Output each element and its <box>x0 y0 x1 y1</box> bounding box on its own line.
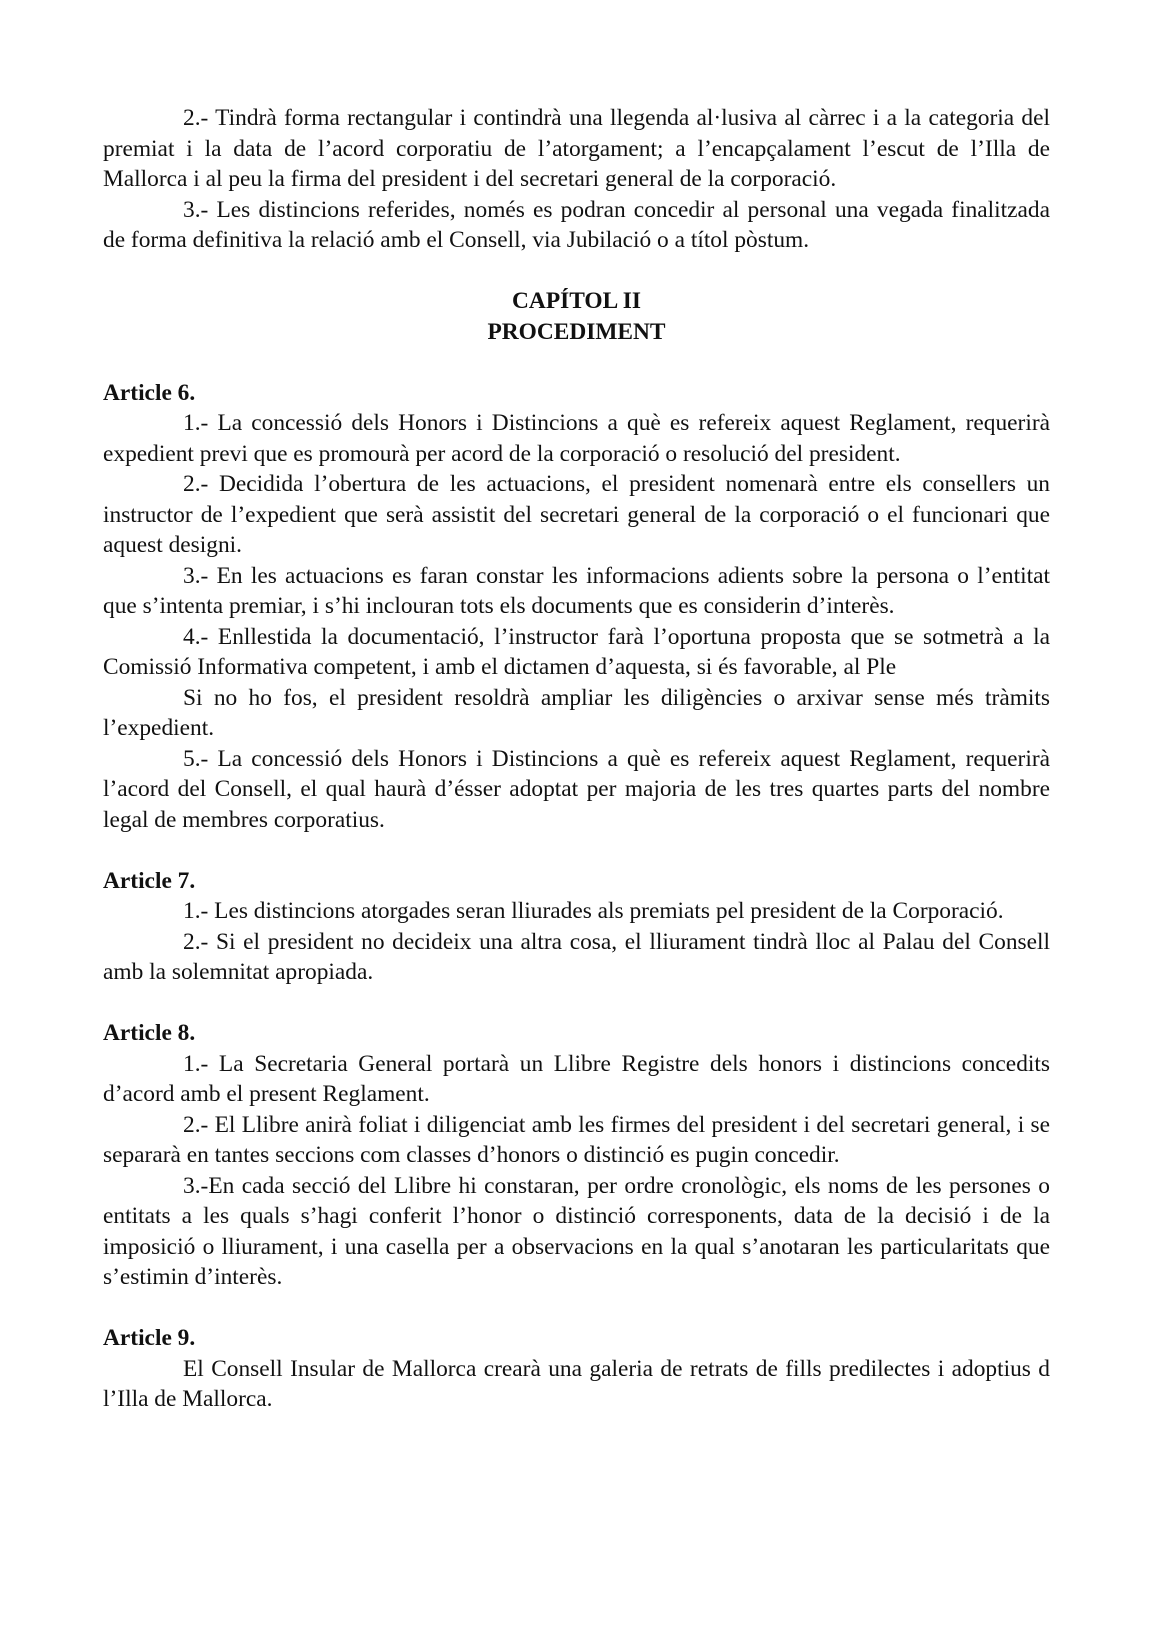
paragraph-intro-3: 3.- Les distincions referides, només es podran concedir al personal una vegada finalitzada de forma definitiva la relació amb el Consell, via Jubilació o a títol pòstum. <box>103 196 1050 253</box>
article-7-paragraph-2: 2.- Si el president no decideix una altra cosa, el lliurament tindrà lloc al Palau del Consell amb la solemnitat apropiada. <box>103 928 1050 985</box>
article-8-paragraph-3: 3.-En cada secció del Llibre hi constaran, per ordre cronològic, els noms de les persones o entitats a les quals s’hagi conferit l’honor o distinció corresponents, data de la decisió i de la imposició o lliurament, i una casella per a observacions en la qual s’anotaran les particularitats que s’estimin d’interès. <box>103 1172 1050 1290</box>
article-9-title: Article 9. <box>103 1325 196 1351</box>
article-6-paragraph-3: 3.- En les actuacions es faran constar les informacions adients sobre la persona o l’entitat que s’intenta premiar, i s’hi inclouran tots els documents que es considerin d’interès. <box>103 562 1050 619</box>
article-7-paragraph-1: 1.- Les distincions atorgades seran lliurades als premiats pel president de la Corporació. <box>183 898 1004 924</box>
article-7-title: Article 7. <box>103 867 196 894</box>
article-8-title: Article 8. <box>103 1020 196 1046</box>
article-8-paragraph-1: 1.- La Secretaria General portarà un Llibre Registre dels honors i distincions concedits d’acord amb el present Reglament. <box>103 1050 1050 1107</box>
chapter-subtitle: PROCEDIMENT <box>487 318 666 345</box>
article-6-paragraph-1: 1.- La concessió dels Honors i Distincions a què es refereix aquest Reglament, requerirà expedient previ que es promourà per acord de la corporació o resolució del president. <box>103 410 1050 467</box>
article-6-paragraph-4b: Si no ho fos, el president resoldrà ampliar les diligències o arxivar sense més tràmits l’expedient. <box>103 684 1050 741</box>
article-6-title: Article 6. <box>103 379 196 406</box>
article-6-paragraph-4: 4.- Enllestida la documentació, l’instructor farà l’oportuna proposta que se sotmetrà a la Comissió Informativa competent, i amb el dictamen d’aquesta, si és favorable, al Ple <box>103 623 1050 680</box>
article-8-paragraph-2: 2.- El Llibre anirà foliat i diligenciat amb les firmes del president i del secretari general, i se separarà en tantes seccions com classes d’honors o distinció es pugin concedir. <box>103 1111 1050 1168</box>
chapter-title: CAPÍTOL II <box>512 288 641 314</box>
article-9-paragraph-1: El Consell Insular de Mallorca crearà una galeria de retrats de fills predilectes i adoptius d l’Illa de Mallorca. <box>103 1355 1050 1412</box>
article-6-paragraph-5: 5.- La concessió dels Honors i Distincions a què es refereix aquest Reglament, requerirà l’acord del Consell, el qual haurà d’ésser adoptat per majoria de les tres quartes parts del nombre legal de membres corporatius. <box>103 745 1050 833</box>
article-6-paragraph-2: 2.- Decidida l’obertura de les actuacions, el president nomenarà entre els consellers un instructor de l’expedient que serà assistit del secretari general de la corporació o el funcionari que aquest designi. <box>103 471 1050 558</box>
document-page <box>103 103 1050 1415</box>
paragraph-intro-2: 2.- Tindrà forma rectangular i contindrà una llegenda al·lusiva al càrrec i a la categoria del premiat i la data de l’acord corporatiu de l’atorgament; a l’encapçalament l’escut de l’Illa de Mallorca i al peu la firma del president i del secretari general de la corporació. <box>103 105 1050 192</box>
